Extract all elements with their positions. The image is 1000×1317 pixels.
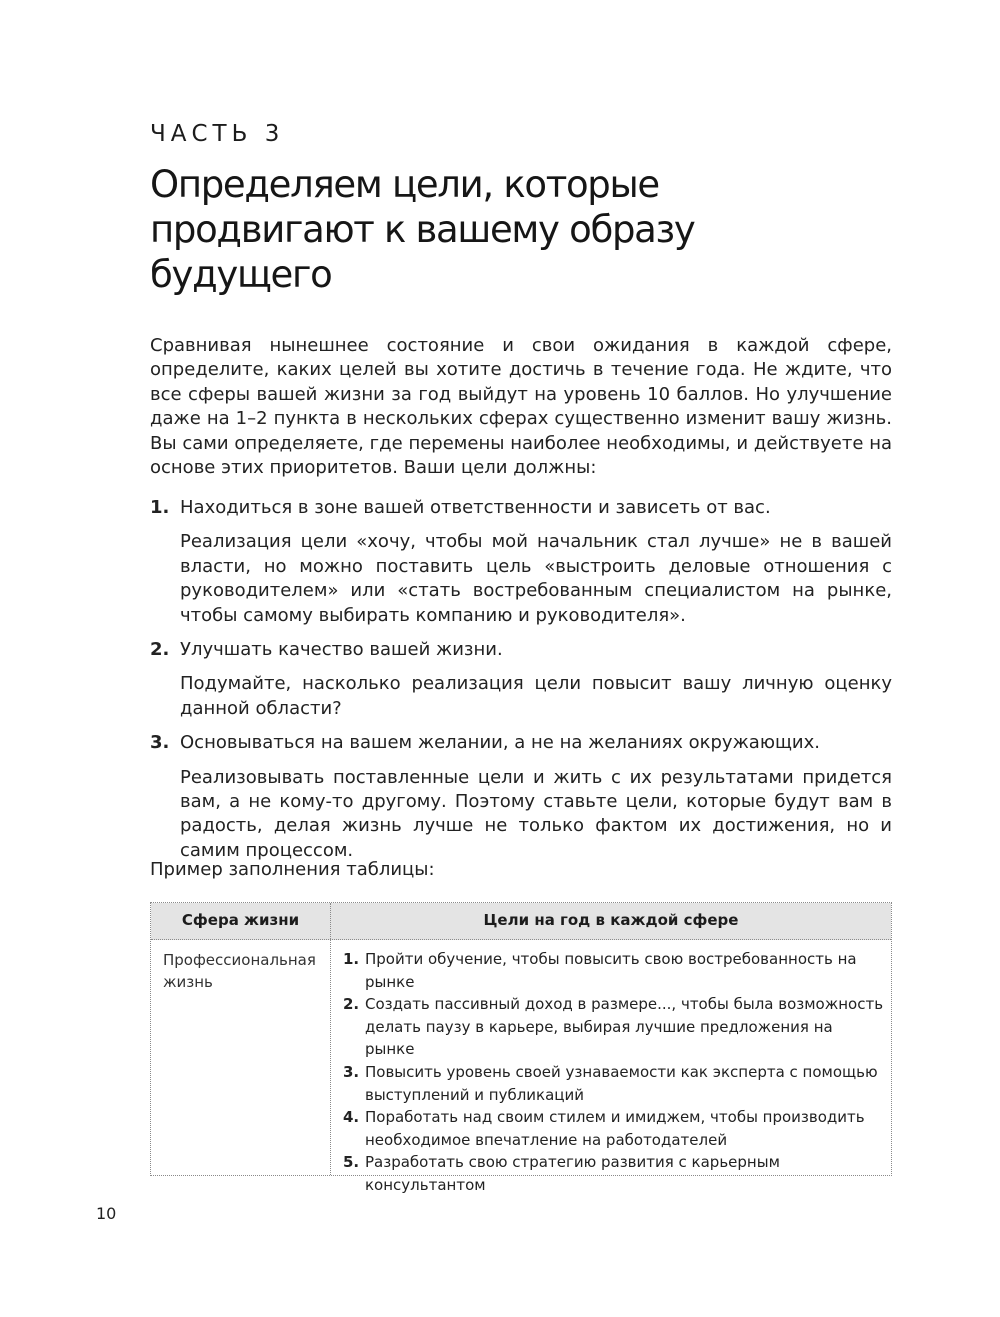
table-cell-goals — [343, 948, 885, 1197]
goal-description: Реализация цели «хочу, чтобы мой начальник стал лучше» не в вашей власти, но можно поставить цель «выстроить деловые отношения с руководителем» или «стать востребованным специалистом на рынке, чтобы самому выбирать компанию и руководителя». — [180, 531, 892, 626]
column-divider — [330, 903, 331, 1175]
goal-item — [150, 638, 892, 721]
table-goal-item — [343, 1106, 885, 1151]
table-header-sphere: Сфера жизни — [181, 911, 300, 929]
table-goal-item — [343, 993, 885, 1061]
table-goal-number: 3. — [343, 1062, 360, 1081]
table-cell-sphere: Профессиональная жизнь — [163, 951, 316, 991]
goal-number: 1. — [150, 497, 170, 518]
goal-text: Основываться на вашем желании, а не на желаниях окружающих. — [180, 732, 821, 754]
goal-text: Находиться в зоне вашей ответственности и зависеть от вас. — [180, 497, 771, 518]
table-header — [151, 903, 891, 940]
table-goal-text: Поработать над своим стилем и имиджем, чтобы производить необходимое впечатление на работодателей — [365, 1108, 865, 1149]
table-header-goals: Цели на год в каждой сфере — [483, 911, 739, 929]
table-goal-number: 4. — [343, 1108, 360, 1127]
goal-description: Реализовывать поставленные цели и жить с их результатами придется вам, а не кому-то другому. Поэтому ставьте цели, которые будут вам в радость, делая жизнь лучше не только фактом их достижения, но и самим процессом. — [180, 766, 892, 861]
part-label: ЧАСТЬ 3 — [150, 121, 285, 147]
table-goal-text: Создать пассивный доход в размере..., чтобы была возможность делать паузу в карьере, выбирая лучшие предложения на рынке — [365, 995, 884, 1059]
table-goal-number: 1. — [343, 950, 360, 968]
goal-number: 2. — [150, 639, 170, 661]
chapter-title: Определяем цели, которые продвигают к вашему образу будущего — [150, 163, 695, 296]
example-label: Пример заполнения таблицы: — [150, 859, 435, 880]
table-goal-text: Разработать свою стратегию развития с карьерным консультантом — [365, 1153, 780, 1194]
table-goal-number: 5. — [343, 1153, 360, 1172]
intro-paragraph: Сравнивая нынешнее состояние и свои ожидания в каждой сфере, определите, каких целей вы хотите достичь в течение года. Не ждите, что все сферы вашей жизни за год выйдут на уровень 10 баллов. Но улучшение даже на 1–2 пункта в нескольких сферах существенно изменит вашу жизнь. Вы сами определяете, где перемены наиболее необходимы, и действуете на основе этих приоритетов. Ваши цели должны: — [150, 335, 892, 479]
goal-number: 3. — [150, 732, 170, 754]
table-goal-text: Повысить уровень своей узнаваемости как эксперта с помощью выступлений и публикаций — [365, 1062, 878, 1104]
goal-item — [150, 496, 892, 628]
table-goal-item — [343, 1151, 885, 1196]
goals-list — [150, 496, 892, 873]
goals-table — [150, 902, 892, 1194]
page-number: 10 — [96, 1204, 117, 1223]
table-goal-item — [343, 948, 885, 993]
goal-description: Подумайте, насколько реализация цели повысит вашу личную оценку данной области? — [180, 673, 892, 719]
table-goal-text: Пройти обучение, чтобы повысить свою востребованность на рынке — [365, 950, 857, 991]
table-goal-number: 2. — [343, 995, 360, 1014]
goal-text: Улучшать качество вашей жизни. — [180, 639, 503, 661]
goal-item — [150, 731, 892, 863]
table-goal-item — [343, 1061, 885, 1106]
